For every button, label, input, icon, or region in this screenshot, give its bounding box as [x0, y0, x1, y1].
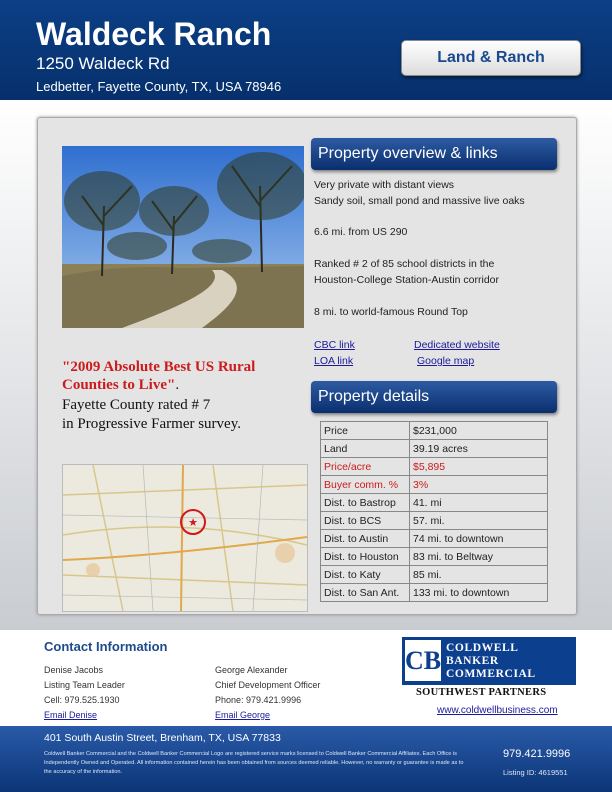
loa-link[interactable]: LOA link — [314, 355, 354, 367]
table-row — [321, 494, 548, 512]
detail-value: 57. mi. — [410, 512, 548, 530]
listing-id: Listing ID: 4619551 — [503, 768, 568, 777]
cbc-link[interactable]: CBC link — [314, 339, 355, 351]
svg-text:★: ★ — [188, 516, 198, 529]
detail-label: Dist. to Katy — [321, 566, 410, 584]
contact-1-phone: Cell: 979.525.1930 — [44, 695, 120, 705]
footer-phone: 979.421.9996 — [503, 748, 571, 760]
survey-line-2: in Progressive Farmer survey. — [62, 416, 241, 432]
table-row — [321, 476, 548, 494]
overview-line-5: Houston-College Station-Austin corridor — [314, 274, 500, 286]
overview-line-1: Very private with distant views — [314, 179, 455, 191]
detail-value: 83 mi. to Beltway — [410, 548, 548, 566]
coldwell-banker-logo — [402, 637, 576, 685]
property-title: Waldeck Ranch — [36, 16, 272, 52]
table-row — [321, 584, 548, 602]
detail-label: Dist. to Austin — [321, 530, 410, 548]
detail-value: $231,000 — [410, 422, 548, 440]
overview-line-3: 6.6 mi. from US 290 — [314, 226, 408, 238]
detail-value: 41. mi — [410, 494, 548, 512]
logo-mark: CB — [405, 640, 441, 681]
overview-line-2: Sandy soil, small pond and massive live oaks — [314, 195, 525, 207]
city-address: Ledbetter, Fayette County, TX, USA 78946 — [36, 79, 282, 94]
logo-text: COLDWELL BANKER COMMERCIAL — [446, 642, 536, 680]
overview-line-6: 8 mi. to world-famous Round Top — [314, 306, 468, 318]
contact-heading: Contact Information — [44, 639, 168, 654]
detail-label: Price — [321, 422, 410, 440]
contact-2-role: Chief Development Officer — [215, 680, 321, 690]
detail-value: 85 mi. — [410, 566, 548, 584]
table-row — [321, 422, 548, 440]
contact-1-role: Listing Team Leader — [44, 680, 125, 690]
location-map[interactable] — [62, 464, 308, 612]
google-map-link[interactable]: Google map — [417, 355, 475, 367]
detail-label: Dist. to BCS — [321, 512, 410, 530]
website-url-link[interactable]: www.coldwellbusiness.com — [437, 705, 558, 716]
detail-label: Dist. to Houston — [321, 548, 410, 566]
table-row — [321, 530, 548, 548]
detail-value: $5,895 — [410, 458, 548, 476]
detail-value: 133 mi. to downtown — [410, 584, 548, 602]
detail-label: Land — [321, 440, 410, 458]
email-george-link[interactable]: Email George — [215, 710, 271, 720]
contact-2-phone: Phone: 979.421.9996 — [215, 695, 302, 705]
detail-label: Dist. to San Ant. — [321, 584, 410, 602]
survey-quote-title: "2009 Absolute Best US Rural Counties to Live". — [62, 359, 256, 393]
detail-value: 39.19 acres — [410, 440, 548, 458]
table-row — [321, 512, 548, 530]
table-row — [321, 566, 548, 584]
table-row — [321, 440, 548, 458]
survey-quote-body — [62, 396, 308, 434]
footer-legal-text: Coldwell Banker Commercial and the Coldwell Banker Commercial Logo are registered service marks licensed to Coldwell Banker Commercial Affiliates. Each Office is Independently Owned and Operated. All information contained herein has been obtained from sources deemed reliable. However, no warranty or guarantee is made as to the accuracy of the information. — [44, 751, 464, 775]
detail-label: Price/acre — [321, 458, 410, 476]
detail-label: Buyer comm. % — [321, 476, 410, 494]
email-denise-link[interactable]: Email Denise — [44, 710, 98, 720]
details-heading: Property details — [311, 381, 557, 413]
partners-label: SOUTHWEST PARTNERS — [416, 687, 547, 698]
property-details-table — [320, 421, 548, 602]
contact-1-name: Denise Jacobs — [44, 665, 104, 675]
street-address: 1250 Waldeck Rd — [36, 54, 170, 73]
table-row — [321, 548, 548, 566]
footer-address: 401 South Austin Street, Brenham, TX, USA 77833 — [44, 732, 281, 744]
overview-heading: Property overview & links — [311, 138, 557, 170]
survey-line-1: Fayette County rated # 7 — [62, 397, 211, 413]
property-photo — [62, 146, 304, 328]
table-row — [321, 458, 548, 476]
website-link[interactable]: Dedicated website — [414, 339, 500, 351]
detail-value: 74 mi. to downtown — [410, 530, 548, 548]
detail-label: Dist. to Bastrop — [321, 494, 410, 512]
contact-2-name: George Alexander — [215, 665, 288, 675]
land-ranch-button[interactable]: Land & Ranch — [401, 40, 581, 76]
detail-value: 3% — [410, 476, 548, 494]
overview-line-4: Ranked # 2 of 85 school districts in the — [314, 258, 495, 270]
